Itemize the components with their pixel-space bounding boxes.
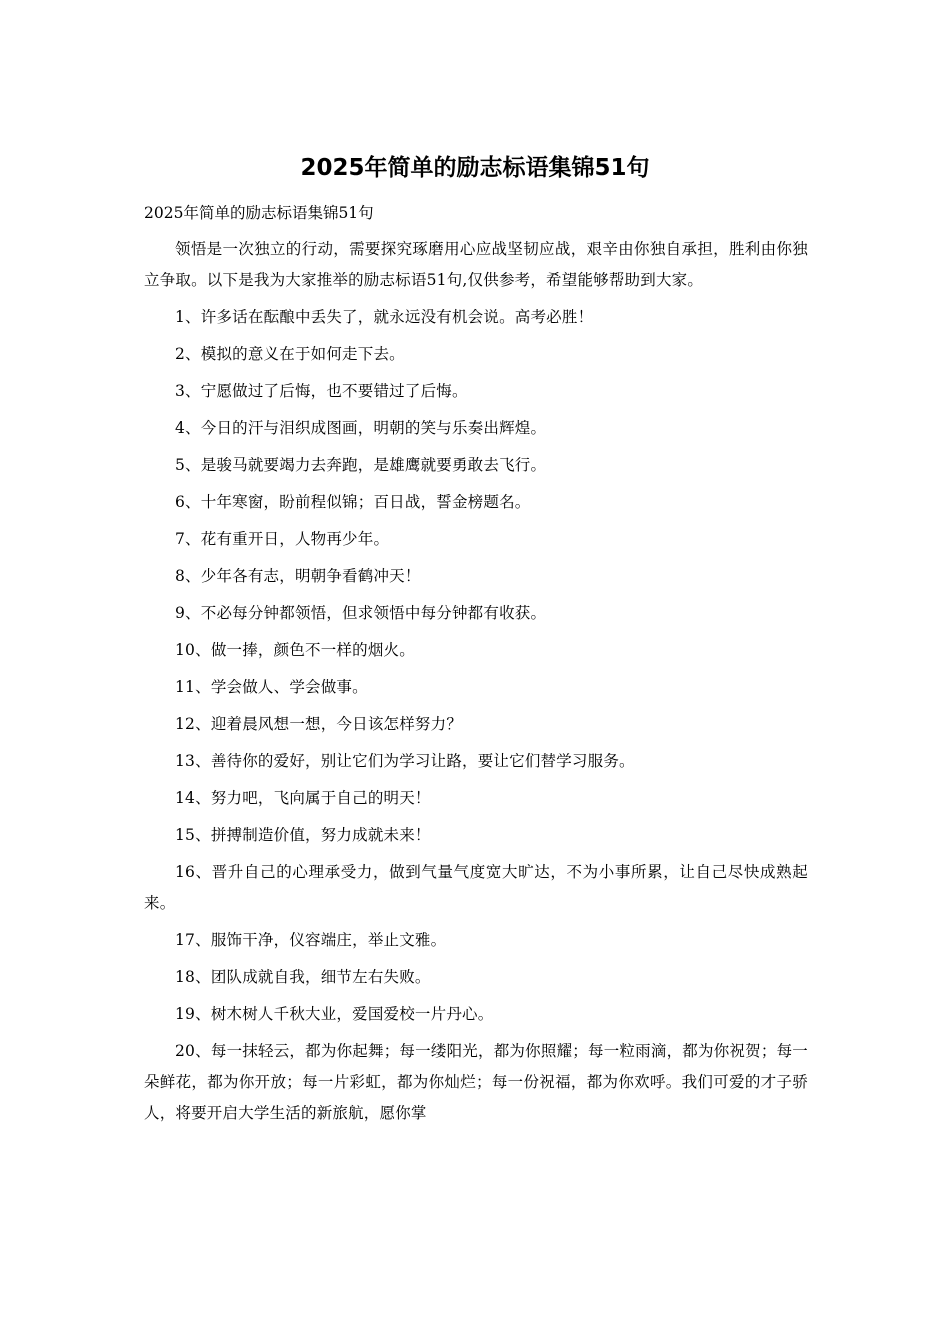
slogan-item: 14、努力吧，飞向属于自己的明天！ [175,789,431,807]
slogan-item: 2、模拟的意义在于如何走下去。 [175,345,405,363]
document-subtitle: 2025年简单的励志标语集锦51句 [144,204,374,222]
slogan-item: 20、每一抹轻云，都为你起舞；每一缕阳光，都为你照耀；每一粒雨滴，都为你祝贺；每一朵鲜花，都为你开放；每一片彩虹，都为你灿烂；每一份祝福，都为你欢呼。我们可爱的才子骄人，将要开启大学生活的新旅航，愿你掌 [144,1042,808,1122]
slogan-item: 9、不必每分钟都领悟，但求领悟中每分钟都有收获。 [175,604,547,622]
slogan-item: 3、宁愿做过了后悔，也不要错过了后悔。 [175,382,468,400]
slogan-item: 6、十年寒窗，盼前程似锦；百日战，誓金榜题名。 [175,493,531,511]
slogan-item: 16、晋升自己的心理承受力，做到气量气度宽大旷达，不为小事所累，让自己尽快成熟起来。 [144,863,808,912]
slogan-item: 12、迎着晨风想一想，今日该怎样努力？ [175,715,463,733]
document-body [144,234,808,1135]
document-title: 2025年简单的励志标语集锦51句 [300,155,650,181]
slogan-item: 13、善待你的爱好，别让它们为学习让路，要让它们替学习服务。 [175,752,635,770]
slogan-item: 5、是骏马就要竭力去奔跑，是雄鹰就要勇敢去飞行。 [175,456,547,474]
slogan-item: 17、服饰干净，仪容端庄，举止文雅。 [175,931,447,949]
slogan-item: 1、许多话在酝酿中丢失了，就永远没有机会说。高考必胜！ [175,308,594,326]
slogan-item: 8、少年各有志，明朝争看鹤冲天！ [175,567,421,585]
slogan-item: 4、今日的汗与泪织成图画，明朝的笑与乐奏出辉煌。 [175,419,547,437]
slogan-item: 10、做一捧，颜色不一样的烟火。 [175,641,415,659]
intro-paragraph: 领悟是一次独立的行动，需要探究琢磨用心应战坚韧应战，艰辛由你独自承担，胜利由你独立争取。以下是我为大家推举的励志标语51句,仅供参考，希望能够帮助到大家。 [144,240,808,289]
slogan-item: 18、团队成就自我，细节左右失败。 [175,968,431,986]
slogan-item: 7、花有重开日，人物再少年。 [175,530,390,548]
slogan-item: 19、树木树人千秋大业，爱国爱校一片丹心。 [175,1005,494,1023]
slogan-item: 11、学会做人、学会做事。 [175,678,368,696]
slogan-item: 15、拼搏制造价值，努力成就未来！ [175,826,431,844]
